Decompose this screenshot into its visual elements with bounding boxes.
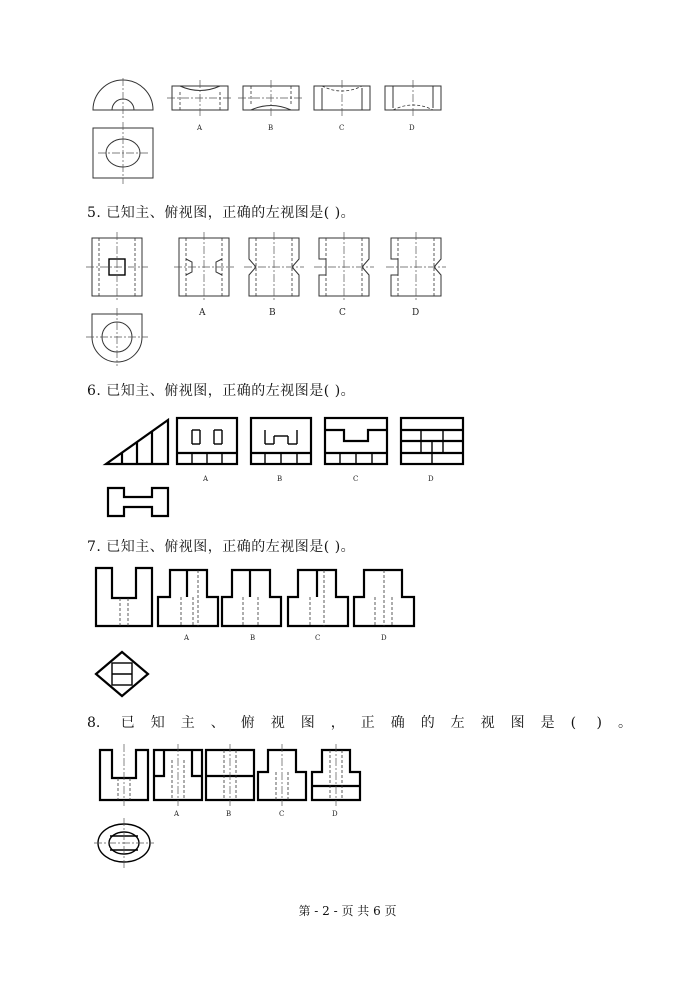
q4-option-a-label: A bbox=[197, 124, 203, 132]
q7-option-a-label: A bbox=[184, 634, 190, 642]
q6-option-b-drawing bbox=[251, 418, 311, 464]
question-6-text: 6. 已知主、俯视图，正确的左视图是( )。 bbox=[87, 383, 356, 399]
q4-option-b-drawing bbox=[238, 80, 304, 116]
q5-option-b-drawing bbox=[244, 232, 304, 302]
question-7-text: 7. 已知主、俯视图，正确的左视图是( )。 bbox=[87, 539, 356, 555]
q7-option-c-label: C bbox=[315, 634, 321, 642]
q4-option-c-label: C bbox=[339, 124, 345, 132]
q6-option-d-label: D bbox=[428, 475, 434, 483]
q7-option-b-drawing bbox=[222, 570, 281, 626]
q7-option-d-label: D bbox=[381, 634, 387, 642]
q4-option-b-label: B bbox=[268, 124, 274, 132]
q8-option-c-label: C bbox=[279, 810, 285, 818]
question-8-text: 8. 已知主、俯视图，正确的左视图是( )。 bbox=[87, 715, 632, 731]
q5-front-view bbox=[86, 232, 148, 302]
q6-option-b-label: B bbox=[277, 475, 283, 483]
q8-option-c-drawing bbox=[258, 744, 306, 806]
q4-option-c-drawing bbox=[314, 80, 370, 116]
q8-option-a-drawing bbox=[154, 744, 202, 806]
q6-front-view bbox=[106, 420, 168, 464]
q4-option-d-drawing bbox=[385, 80, 441, 116]
q8-option-a-label: A bbox=[174, 810, 180, 818]
q5-option-d-drawing bbox=[386, 232, 446, 302]
q4-option-a-drawing bbox=[167, 80, 233, 116]
question-5-text: 5. 已知主、俯视图，正确的左视图是( )。 bbox=[87, 205, 356, 221]
q5-option-b-label: B bbox=[269, 308, 276, 318]
q7-option-d-drawing bbox=[354, 570, 414, 626]
q8-top-view bbox=[94, 818, 154, 868]
q4-top-view bbox=[93, 122, 153, 184]
page-footer: 第 - 2 - 页 共 6 页 bbox=[298, 904, 397, 918]
q5-option-a-drawing bbox=[174, 232, 234, 302]
q4-option-d-label: D bbox=[409, 124, 415, 132]
q8-front-view bbox=[100, 744, 148, 806]
q8-option-d-drawing bbox=[312, 744, 360, 806]
q4-front-view bbox=[93, 78, 153, 118]
q7-top-view bbox=[96, 652, 148, 696]
q5-top-view bbox=[86, 308, 148, 366]
q8-option-b-label: B bbox=[226, 810, 232, 818]
q6-top-view bbox=[108, 488, 168, 516]
q5-option-c-label: C bbox=[339, 308, 346, 318]
q6-option-c-label: C bbox=[353, 475, 359, 483]
q7-front-view bbox=[96, 568, 152, 626]
q6-option-c-drawing bbox=[325, 418, 387, 464]
q5-option-d-label: D bbox=[412, 308, 420, 318]
q6-option-d-drawing bbox=[401, 418, 463, 464]
q7-option-c-drawing bbox=[288, 570, 348, 626]
q6-option-a-drawing bbox=[177, 418, 237, 464]
q5-option-a-label: A bbox=[199, 308, 206, 318]
q7-option-a-drawing bbox=[158, 570, 218, 626]
q7-option-b-label: B bbox=[250, 634, 256, 642]
q6-option-a-label: A bbox=[203, 475, 209, 483]
q8-option-b-drawing bbox=[206, 744, 254, 806]
q5-option-c-drawing bbox=[314, 232, 374, 302]
q8-option-d-label: D bbox=[332, 810, 338, 818]
